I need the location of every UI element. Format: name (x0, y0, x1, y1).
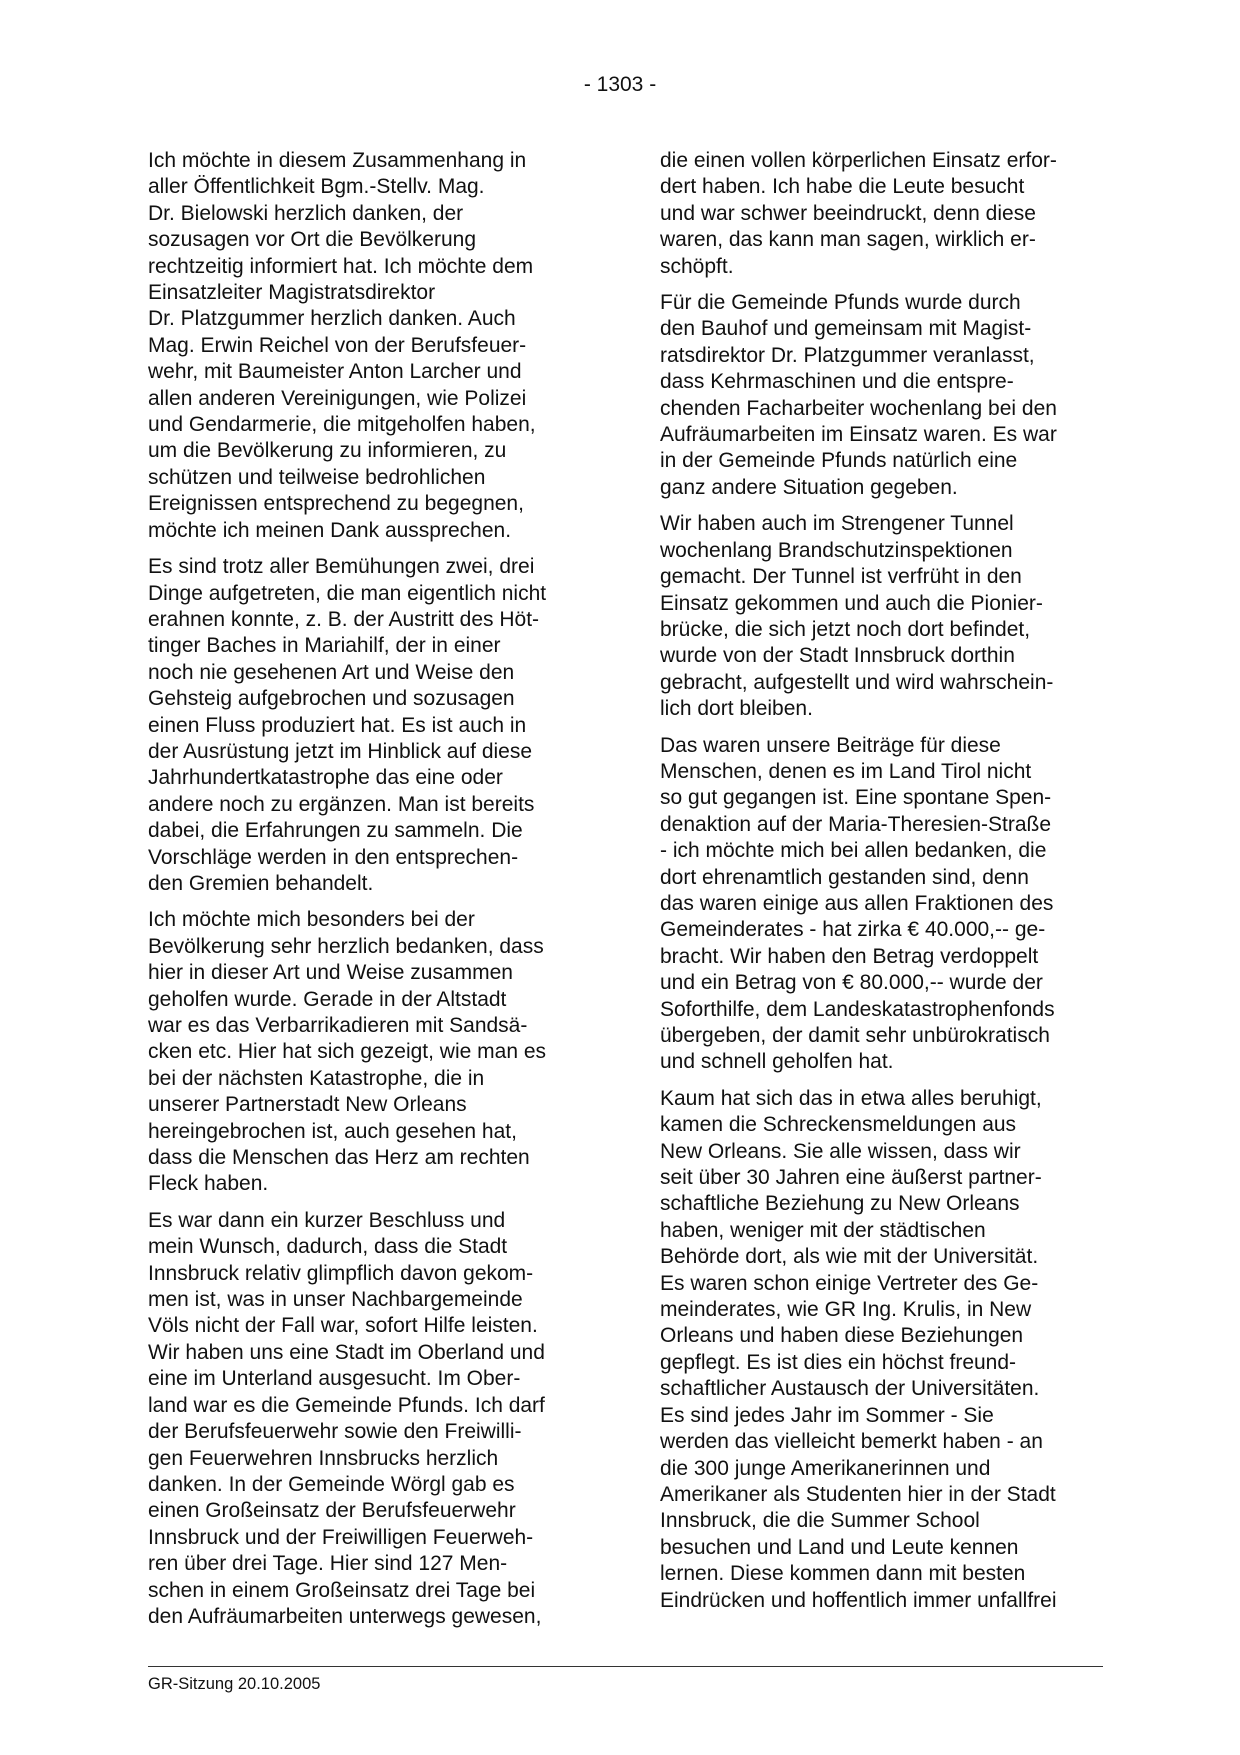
paragraph: die einen vollen körperlichen Einsatz erfor- dert haben. Ich habe die Leute besucht und war schwer beeindruckt, denn diese waren, das kann man sagen, wirklich er- schöpft. (660, 149, 1057, 278)
paragraph: Für die Gemeinde Pfunds wurde durch den Bauhof und gemeinsam mit Magist- ratsdirektor Dr. Platzgummer veranlasst, dass Kehrmaschinen und die entspre- chenden Facharbeiter wochenlang bei den Aufräumarbeiten im Einsatz waren. Es war in der Gemeinde Pfunds natürlich eine ganz andere Situation gegeben. (660, 291, 1057, 499)
page-number: - 1303 - (583, 73, 657, 96)
paragraph: Kaum hat sich das in etwa alles beruhigt, kamen die Schreckensmeldungen aus New Orleans. Sie alle wissen, dass wir seit über 30 Jahren eine äußerst partner- schaftliche Beziehung zu New Orleans haben, weniger mit der städtischen Behörde dort, als wie mit der Universität. Es waren schon einige Vertreter des Ge- meinderates, wie GR Ing. Krulis, in New Orleans und haben diese Beziehungen gepflegt. Es ist dies ein höchst freund- schaftlicher Austausch der Universitäten. Es sind jedes Jahr im Sommer - Sie werden das vielleicht bemerkt haben - an die 300 junge Amerikanerinnen und Amerikaner als Studenten hier in der Stadt Innsbruck, die die Summer School besuchen und Land und Leute kennen lernen. Diese kommen dann mit besten Eindrücken und hoffentlich immer unfallfrei (660, 1086, 1057, 1612)
paragraph: Das waren unsere Beiträge für diese Menschen, denen es im Land Tirol nicht so gut gegangen ist. Eine spontane Spen- denaktion auf der Maria-Theresien-Straße - ich möchte mich bei allen bedanken, die dort ehrenamtlich gestanden sind, denn das waren einige aus allen Fraktionen des Gemeinderates - hat zirka € 40.000,-- ge- bracht. Wir haben den Betrag verdoppelt und ein Betrag von € 80.000,-- wurde der Soforthilfe, dem Landeskatastrophenfonds übergeben, der damit sehr unbürokratisch und schnell geholfen hat. (660, 733, 1055, 1074)
footer-divider (148, 1666, 1103, 1667)
footer-session-date: GR-Sitzung 20.10.2005 (148, 1675, 321, 1693)
paragraph: Wir haben auch im Strengener Tunnel wochenlang Brandschutzinspektionen gemacht. Der Tunnel ist verfrüht in den Einsatz gekommen und auch die Pionier- brücke, die sich jetzt noch dort befindet, wurde von der Stadt Innsbruck dorthin gebracht, aufgestellt und wird wahrschein- lich dort bleiben. (660, 512, 1054, 721)
paragraph: Es war dann ein kurzer Beschluss und mein Wunsch, dadurch, dass die Stadt Innsbruck relativ glimpflich davon gekom- men ist, was in unser Nachbargemeinde Völs nicht der Fall war, sofort Hilfe leisten. Wir haben uns eine Stadt im Oberland und eine im Unterland ausgesucht. Im Ober- land war es die Gemeinde Pfunds. Ich darf der Berufsfeuerwehr sowie den Freiwilli- gen Feuerwehren Innsbrucks herzlich danken. In der Gemeinde Wörgl gab es einen Großeinsatz der Berufsfeuerwehr Innsbruck und der Freiwilligen Feuerweh- ren über drei Tage. Hier sind 127 Men- schen in einem Großeinsatz drei Tage bei den Aufräumarbeiten unterwegs gewesen, (148, 1208, 545, 1628)
right-text-column (660, 148, 1112, 1624)
paragraph: Es sind trotz aller Bemühungen zwei, drei Dinge aufgetreten, die man eigentlich nicht erahnen konnte, z. B. der Austritt des Höt- tinger Baches in Mariahilf, der in einer noch nie gesehenen Art und Weise den Gehsteig aufgebrochen und sozusagen einen Fluss produziert hat. Es ist auch in der Ausrüstung jetzt im Hinblick auf diese Jahrhundertkatastrophe das eine oder andere noch zu ergänzen. Man ist bereits dabei, die Erfahrungen zu sammeln. Die Vorschläge werden in den entsprechen- den Gremien behandelt. (148, 555, 547, 895)
paragraph: Ich möchte mich besonders bei der Bevölkerung sehr herzlich bedanken, dass hier in dieser Art und Weise zusammen geholfen wurde. Gerade in der Altstadt war es das Verbarrikadieren mit Sandsä- cken etc. Hier hat sich gezeigt, wie man es bei der nächsten Katastrophe, die in unserer Partnerstadt New Orleans hereingebrochen ist, auch gesehen hat, dass die Menschen das Herz am rechten Fleck haben. (148, 908, 547, 1196)
paragraph: Ich möchte in diesem Zusammenhang in aller Öffentlichkeit Bgm.-Stellv. Mag. Dr. Bielowski herzlich danken, der sozusagen vor Ort die Bevölkerung rechtzeitig informiert hat. Ich möchte dem Einsatzleiter Magistratsdirektor Dr. Platzgummer herzlich danken. Auch Mag. Erwin Reichel von der Berufsfeuer- wehr, mit Baumeister Anton Larcher und allen anderen Vereinigungen, wie Polizei und Gendarmerie, die mitgeholfen haben, um die Bevölkerung zu informieren, zu schützen und teilweise bedrohlichen Ereignissen entsprechend zu begegnen, möchte ich meinen Dank aussprechen. (148, 149, 536, 542)
left-text-column (148, 148, 600, 1640)
